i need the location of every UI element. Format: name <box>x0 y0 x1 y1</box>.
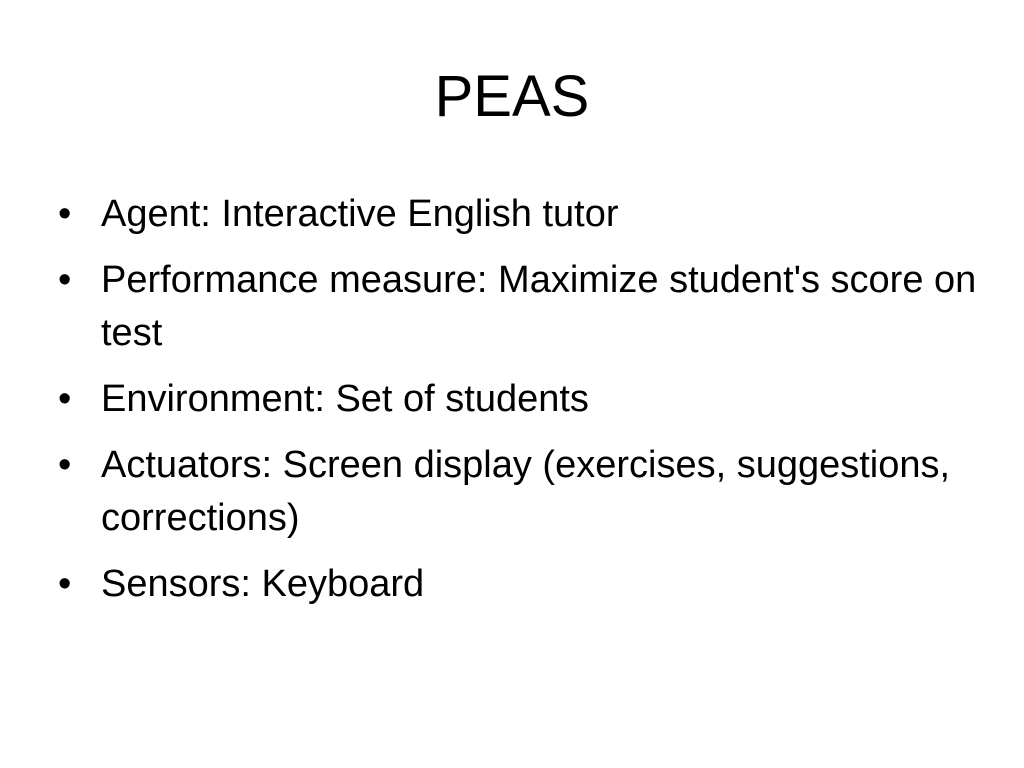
bullet-icon: • <box>58 193 72 235</box>
bullet-text: Performance measure: Maximize student's score on test <box>101 259 977 354</box>
bullet-icon: • <box>58 444 72 486</box>
bullet-item-sensors <box>56 558 986 611</box>
slide-title: PEAS <box>434 64 590 129</box>
bullet-text: Sensors: Keyboard <box>101 563 425 605</box>
bullet-text: Environment: Set of students <box>101 378 589 420</box>
bullet-item-environment <box>56 373 986 426</box>
bullet-icon: • <box>58 259 72 301</box>
bullet-icon: • <box>58 563 72 605</box>
bullet-item-actuators <box>56 439 986 545</box>
bullet-item-agent <box>56 188 986 241</box>
bullet-item-performance-measure <box>56 254 986 360</box>
bullet-text: Agent: Interactive English tutor <box>101 193 619 235</box>
bullet-icon: • <box>58 378 72 420</box>
bullet-text: Actuators: Screen display (exercises, suggestions, corrections) <box>101 444 951 539</box>
bullet-list <box>56 188 986 624</box>
